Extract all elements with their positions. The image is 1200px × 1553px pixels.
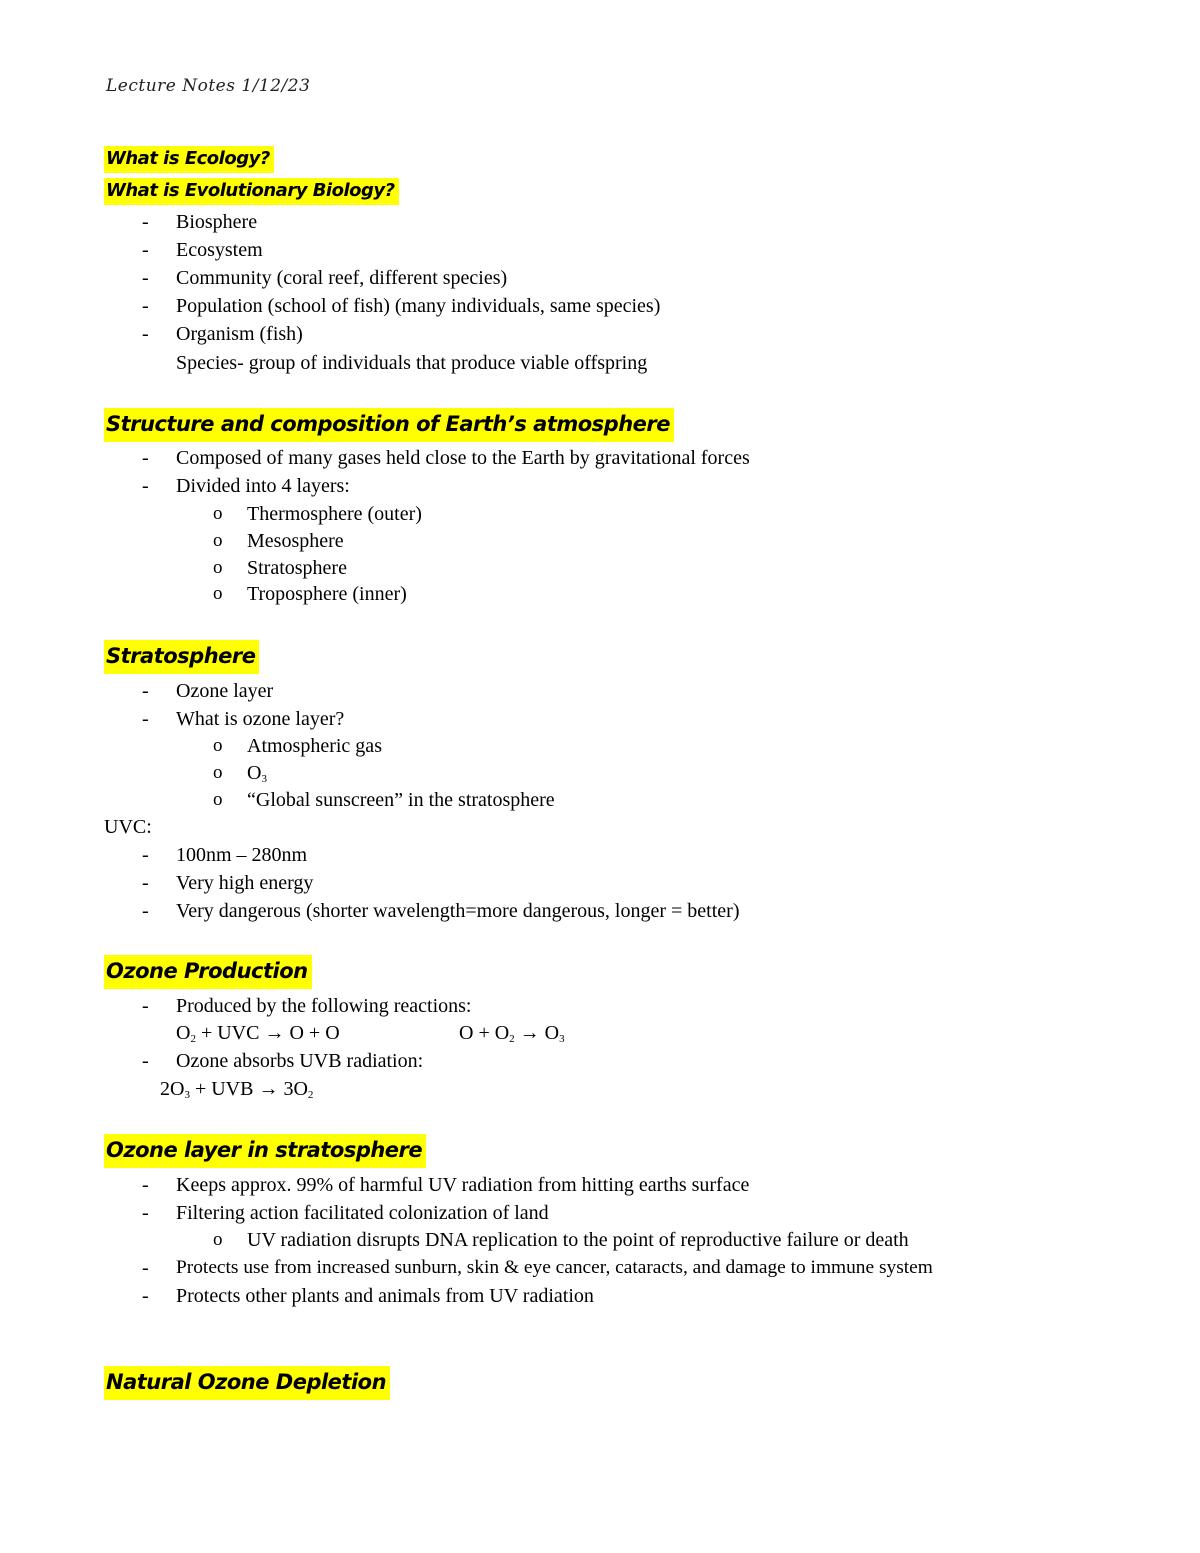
list-item: Biosphere	[176, 211, 258, 233]
circle-bullet: o	[213, 557, 223, 578]
dash-bullet: -	[142, 239, 149, 261]
dash-bullet: -	[142, 1285, 149, 1307]
arrow-right-icon: →	[519, 1022, 540, 1044]
circle-bullet: o	[213, 789, 223, 810]
list-item: Filtering action facilitated colonization of land	[176, 1202, 549, 1224]
list-item: Organism (fish)	[176, 323, 303, 345]
circle-bullet: o	[213, 583, 223, 604]
dash-bullet: -	[142, 1174, 149, 1196]
list-item: Keeps approx. 99% of harmful UV radiation from hitting earths surface	[176, 1174, 750, 1196]
list-item: Divided into 4 layers:	[176, 475, 350, 497]
uvc-label: UVC:	[104, 816, 152, 838]
dash-bullet: -	[142, 1202, 149, 1224]
arrow-right-icon: →	[258, 1078, 279, 1100]
heading-what-is-evolutionary-biology: What is Evolutionary Biology?	[104, 178, 399, 205]
reaction-uvc: $O_2$ + UVC → O + O	[176, 1022, 340, 1045]
list-item: Community (coral reef, different species)	[176, 267, 508, 289]
dash-bullet: -	[142, 680, 149, 702]
dash-bullet: -	[142, 1050, 149, 1072]
sub-list-item: Thermosphere (outer)	[247, 503, 422, 525]
reaction-ozone-formation: $O + O_2 \to O_3$	[459, 1022, 565, 1045]
sub-list-item: “Global sunscreen” in the stratosphere	[247, 789, 555, 811]
sub-list-item: Stratosphere	[247, 557, 347, 579]
heading-ozone-layer: Ozone layer in stratosphere	[104, 1134, 426, 1168]
dash-bullet: -	[142, 475, 149, 497]
dash-bullet: -	[142, 844, 149, 866]
circle-bullet: o	[213, 735, 223, 756]
dash-bullet: -	[142, 447, 149, 469]
heading-what-is-ecology: What is Ecology?	[104, 146, 274, 173]
sub-list-item-o3: $O_3$	[247, 762, 267, 785]
reaction-uvb: $2O_3$ + UVB → $3O_2$	[160, 1078, 314, 1101]
dash-bullet: -	[142, 211, 149, 233]
list-item: 100nm – 280nm	[176, 844, 308, 866]
dash-bullet: -	[142, 900, 149, 922]
circle-bullet: o	[213, 762, 223, 783]
heading-atmosphere: Structure and composition of Earth’s atmosphere	[104, 408, 674, 442]
dash-bullet: -	[142, 323, 149, 345]
arrow-right-icon: →	[264, 1022, 285, 1044]
sub-list-item: Mesosphere	[247, 530, 344, 552]
dash-bullet: -	[142, 1257, 149, 1279]
sub-list-item: Atmospheric gas	[247, 735, 382, 757]
list-item: Composed of many gases held close to the Earth by gravitational forces	[176, 447, 750, 469]
list-item: Ecosystem	[176, 239, 263, 261]
list-item: Population (school of fish) (many individuals, same species)	[176, 295, 661, 317]
list-item: Very high energy	[176, 872, 314, 894]
heading-stratosphere: Stratosphere	[104, 640, 259, 674]
heading-natural-ozone-depletion: Natural Ozone Depletion	[104, 1366, 390, 1400]
list-item: Produced by the following reactions:	[176, 995, 472, 1017]
heading-ozone-production: Ozone Production	[104, 955, 312, 989]
sub-list-item: UV radiation disrupts DNA replication to the point of reproductive failure or death	[247, 1229, 909, 1251]
list-item: Protects use from increased sunburn, skin & eye cancer, cataracts, and damage to immune system	[176, 1257, 933, 1278]
list-item: Ozone layer	[176, 680, 274, 702]
species-definition: Species- group of individuals that produce viable offspring	[176, 352, 648, 374]
circle-bullet: o	[213, 1229, 223, 1250]
circle-bullet: o	[213, 503, 223, 524]
dash-bullet: -	[142, 267, 149, 289]
list-item: Ozone absorbs UVB radiation:	[176, 1050, 424, 1072]
list-item: What is ozone layer?	[176, 708, 345, 730]
circle-bullet: o	[213, 530, 223, 551]
dash-bullet: -	[142, 872, 149, 894]
dash-bullet: -	[142, 295, 149, 317]
dash-bullet: -	[142, 708, 149, 730]
sub-list-item: Troposphere (inner)	[247, 583, 407, 605]
list-item: Very dangerous (shorter wavelength=more dangerous, longer = better)	[176, 900, 740, 922]
note-title: Lecture Notes 1/12/23	[106, 76, 311, 96]
dash-bullet: -	[142, 995, 149, 1017]
list-item: Protects other plants and animals from UV radiation	[176, 1285, 594, 1307]
